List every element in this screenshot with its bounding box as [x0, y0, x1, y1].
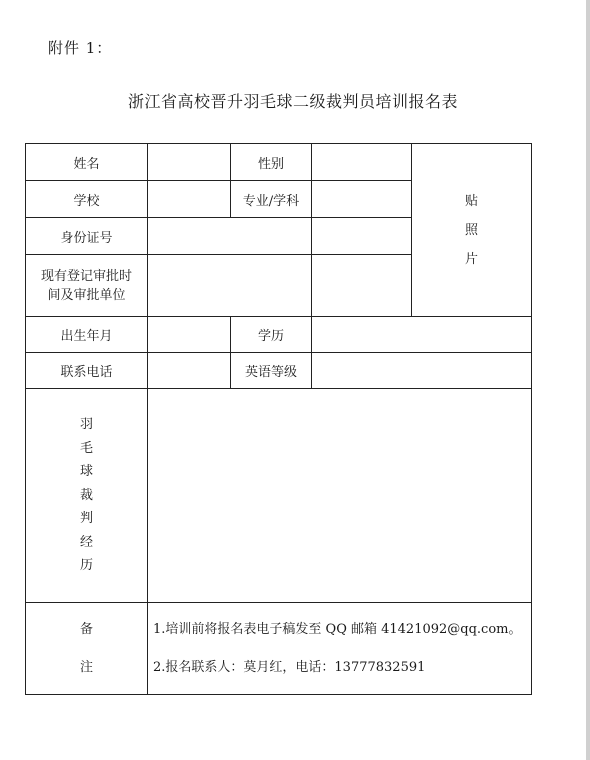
- experience-char: 判: [79, 511, 93, 527]
- id-number-label: 身份证号: [26, 218, 148, 255]
- experience-char: 历: [79, 558, 93, 574]
- education-field[interactable]: [312, 317, 531, 353]
- registration-approval-field-extra[interactable]: [312, 255, 412, 317]
- birth-date-label: 出生年月: [26, 317, 148, 353]
- notes-content: [148, 603, 531, 694]
- phone-label: 联系电话: [26, 353, 148, 389]
- english-level-field[interactable]: [312, 353, 531, 389]
- experience-char: 球: [79, 464, 93, 480]
- school-label: 学校: [26, 181, 148, 218]
- gender-label: 性别: [231, 144, 312, 181]
- photo-char: 片: [464, 251, 478, 267]
- note-line: 2.报名联系人：莫月红，电话：13777832591: [153, 659, 426, 675]
- notes-label: [26, 603, 148, 694]
- notes-label-char: 注: [79, 659, 93, 675]
- note-line: 1.培训前将报名表电子稿发至 QQ 邮箱 41421092@qq.com。: [153, 621, 522, 637]
- registration-label-line: 现有登记审批时: [40, 268, 132, 284]
- experience-char: 裁: [79, 487, 93, 503]
- experience-char: 经: [79, 534, 93, 550]
- education-label: 学历: [231, 317, 312, 353]
- registration-label-line: 间及审批单位: [47, 287, 126, 303]
- photo-char: 贴: [464, 193, 478, 209]
- major-field[interactable]: [312, 181, 412, 218]
- experience-char: 毛: [79, 440, 93, 456]
- page-edge-shadow: [586, 0, 590, 760]
- name-label: 姓名: [26, 144, 148, 181]
- photo-placeholder-text: [465, 187, 478, 274]
- experience-char: 羽: [79, 417, 93, 433]
- registration-approval-field[interactable]: [148, 255, 312, 317]
- registration-approval-label: [26, 255, 148, 317]
- registration-form-table: [25, 143, 532, 695]
- english-level-label: 英语等级: [231, 353, 312, 389]
- experience-label: [26, 389, 148, 603]
- gender-field[interactable]: [312, 144, 412, 181]
- document-title: 浙江省高校晋升羽毛球二级裁判员培训报名表: [127, 92, 458, 111]
- major-label: 专业/学科: [231, 181, 312, 218]
- school-field[interactable]: [148, 181, 231, 218]
- photo-box[interactable]: [412, 144, 531, 317]
- name-field[interactable]: [148, 144, 231, 181]
- experience-field[interactable]: [148, 389, 531, 603]
- notes-label-char: 备: [79, 621, 93, 637]
- phone-field[interactable]: [148, 353, 231, 389]
- attachment-label: 附件 1：: [48, 39, 113, 57]
- birth-date-field[interactable]: [148, 317, 231, 353]
- photo-char: 照: [464, 222, 478, 238]
- id-number-field-extra[interactable]: [312, 218, 412, 255]
- id-number-field[interactable]: [148, 218, 312, 255]
